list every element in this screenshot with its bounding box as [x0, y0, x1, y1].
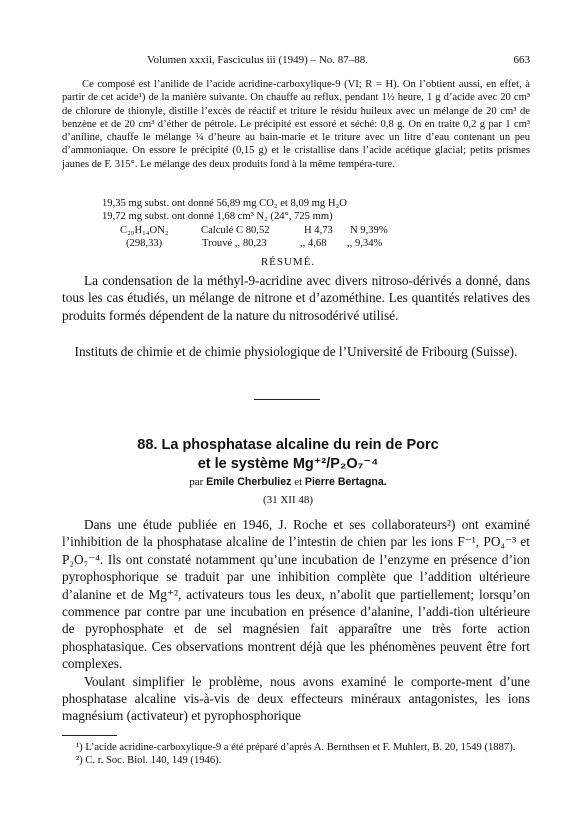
elemental-analysis	[102, 197, 522, 250]
by-word: par	[189, 476, 204, 488]
running-header	[62, 54, 530, 68]
resume-text: La condensation de la méthyl-9-acridine avec divers nitroso-dérivés a donné, dans tous les cas étudiés, un mélange de nitrone et d’azométhine. Les quantités relatives des produits formés dépendent de la nature du nitrosodérivé utilisé.	[62, 273, 530, 323]
calculated-hydrogen: H 4,73	[304, 224, 333, 236]
author-1: Emile Cherbuliez	[206, 476, 292, 488]
author-line	[0, 476, 576, 488]
institution-line: Instituts de chimie et de chimie physiologique de l’Université de Fribourg (Suisse).	[74, 344, 518, 359]
resume-heading: RÉSUMÉ.	[260, 256, 316, 268]
analysis-line-1: 19,35 mg subst. ont donné 56,89 mg CO₂ et 8,09 mg H₂O	[102, 198, 347, 209]
molecular-formula: C₂₀H₁₄ON₂	[120, 224, 169, 236]
article-number: 88.	[137, 437, 158, 453]
author-2: Pierre Bertagna.	[304, 476, 387, 488]
title-line-1: La phosphatase alcaline du rein de Porc	[161, 437, 439, 453]
molecular-mass: (298,33)	[126, 237, 163, 249]
analysis-line-2: 19,72 mg subst. ont donné 1,68 cm³ N₂ (24°, 725 mm)	[102, 211, 333, 223]
title-line-2: et le système Mg⁺²/P₂O₇⁻⁴	[197, 456, 379, 472]
running-title: Volumen xxxii, Fasciculus iii (1949) – No. 87–88.	[147, 54, 369, 66]
body-paragraph-2: Voulant simplifier le problème, nous avons examiné le comporte-ment d’une phosphatase alcaline vis-à-vis de deux effecteurs minéraux antagonistes, les ions magnésium (activateur) et pyrophosphorique	[62, 673, 530, 724]
body-paragraph-1: Dans une étude publiée en 1946, J. Roche et ses collaborateurs²) ont examiné l’inhibition de la phosphatase alcaline de l’intestin de chien par les ions F⁻¹, PO₄⁻³ et P₂O₇⁻⁴. Ils ont constaté notamment qu’une incubation de l’enzyme en présence d’ion pyrophosphorique se traduit par une inhibition complète que l’addition ultérieure d’alanine et de Mg⁺², activateurs tous les deux, n’abolit que partiellement; lorsqu’on commence par contre par une incubation en présence d’alanine, l’addi-tion ultérieure de pyrophosphate et de sel magnésien fait apparaître une très forte action phosphatasique. Ces observations montrent déjà que les phénomènes peuvent être fort complexes.	[62, 517, 530, 672]
received-date: (31 XII 48)	[262, 494, 314, 506]
footnotes	[62, 741, 530, 768]
found-nitrogen: ,, 9,34%	[347, 237, 383, 249]
calculated-carbon: Calculé C 80,52	[201, 224, 270, 236]
found-carbon: Trouvé ,, 80,23	[202, 237, 267, 249]
intro-paragraph: Ce composé est l’anilide de l’acide acridine-carboxylique-9 (VI; R = H). On l’obtient aussi, en effet, à partir de cet acide¹) de la manière suivante. On chauffe au reflux, pendant 1½ heure, 1 g d’acide avec 20 cm³ de chlorure de thionyle, distille l’excès de réactif et triture le résidu huileux avec un mélange de 20 cm³ de benzène et de 20 cm³ d’éther de pétrole. Le précipité est essoré et séché: 0,8 g. On en traite 0,2 g par 1 cm³ d’aniline, chauffe le mélange ¼ d’heure au bain-marie et le triture avec un litre d’eau contenant un peu d’ammoniaque. On essore le précipité (0,15 g) et le cristallise dans l’acide acétique glacial; petits prismes jaunes de F. 315°. Le mélange des deux produits fond à la même tempéra-ture.	[62, 79, 530, 170]
page-number: 663	[513, 54, 530, 66]
footnote-2: ²) C. r. Soc. Biol. 140, 149 (1946).	[76, 755, 222, 767]
footnote-rule	[62, 735, 117, 736]
section-divider	[254, 399, 320, 400]
calculated-nitrogen: N 9,39%	[350, 224, 388, 236]
footnote-1: ¹) L’acide acridine-carboxylique-9 a été préparé d’après A. Bernthsen et F. Muhlert, B. 20, 1549 (1887).	[76, 742, 516, 753]
article-body	[62, 516, 530, 725]
found-hydrogen: ,, 4,68	[300, 237, 327, 249]
article-title	[0, 436, 576, 474]
and-word: et	[294, 476, 303, 488]
